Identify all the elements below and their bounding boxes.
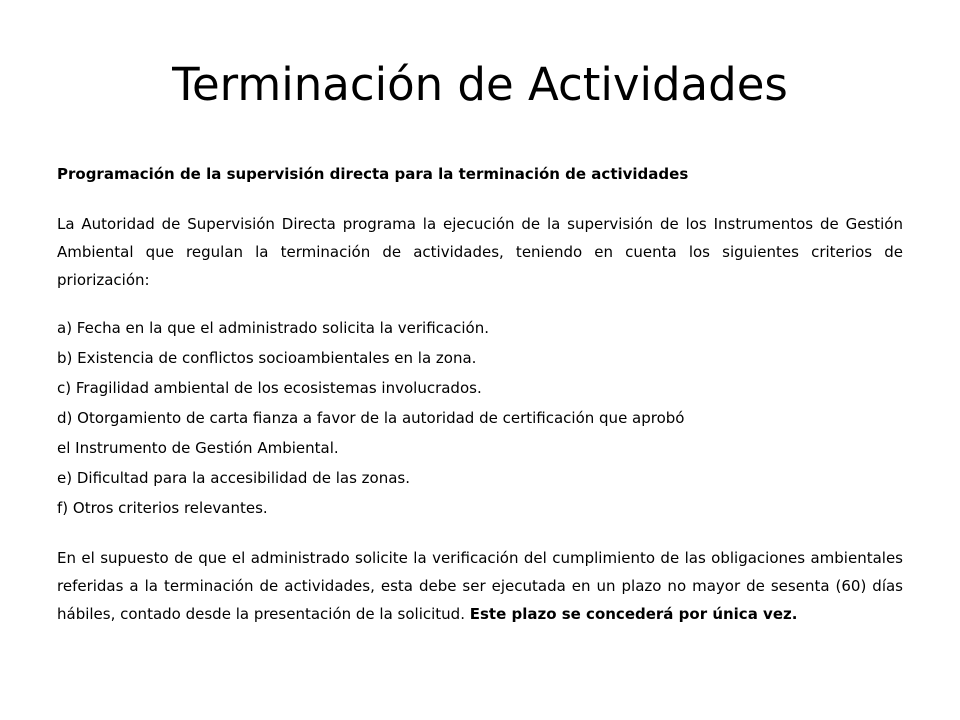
- criteria-item-d-continued: el Instrumento de Gestión Ambiental.: [57, 439, 339, 457]
- criteria-list: [57, 314, 903, 522]
- criteria-item-b: b) Existencia de conflictos socioambientales en la zona.: [57, 349, 477, 367]
- slide-title: Terminación de Actividades: [172, 58, 788, 111]
- criteria-item-a: a) Fecha en la que el administrado solicita la verificación.: [57, 319, 489, 337]
- closing-paragraph: [57, 544, 903, 628]
- criteria-item-e: e) Dificultad para la accesibilidad de las zonas.: [57, 469, 410, 487]
- intro-paragraph: La Autoridad de Supervisión Directa programa la ejecución de la supervisión de los Instrumentos de Gestión Ambiental que regulan la terminación de actividades, teniendo en cuenta los siguientes criterios de priorización:: [57, 215, 903, 289]
- criteria-item-d: d) Otorgamiento de carta fianza a favor de la autoridad de certificación que aprobó: [57, 409, 685, 427]
- closing-emphasis: Este plazo se concederá por única vez.: [469, 605, 798, 623]
- spacer: [57, 524, 903, 544]
- criteria-item-f: f) Otros criterios relevantes.: [57, 499, 268, 517]
- closing-text: En el supuesto de que el administrado solicite la verificación del cumplimiento de las obligaciones ambientales referidas a la terminación de actividades, esta debe ser ejecutada en un plazo no mayor de sesenta (60) días hábiles, contado desde la presentación de la solicitud.: [57, 549, 903, 623]
- spacer: [57, 188, 903, 210]
- spacer: [57, 294, 903, 314]
- section-subtitle: Programación de la supervisión directa para la terminación de actividades: [57, 165, 689, 183]
- slide-body: [57, 160, 903, 628]
- criteria-item-c: c) Fragilidad ambiental de los ecosistemas involucrados.: [57, 379, 482, 397]
